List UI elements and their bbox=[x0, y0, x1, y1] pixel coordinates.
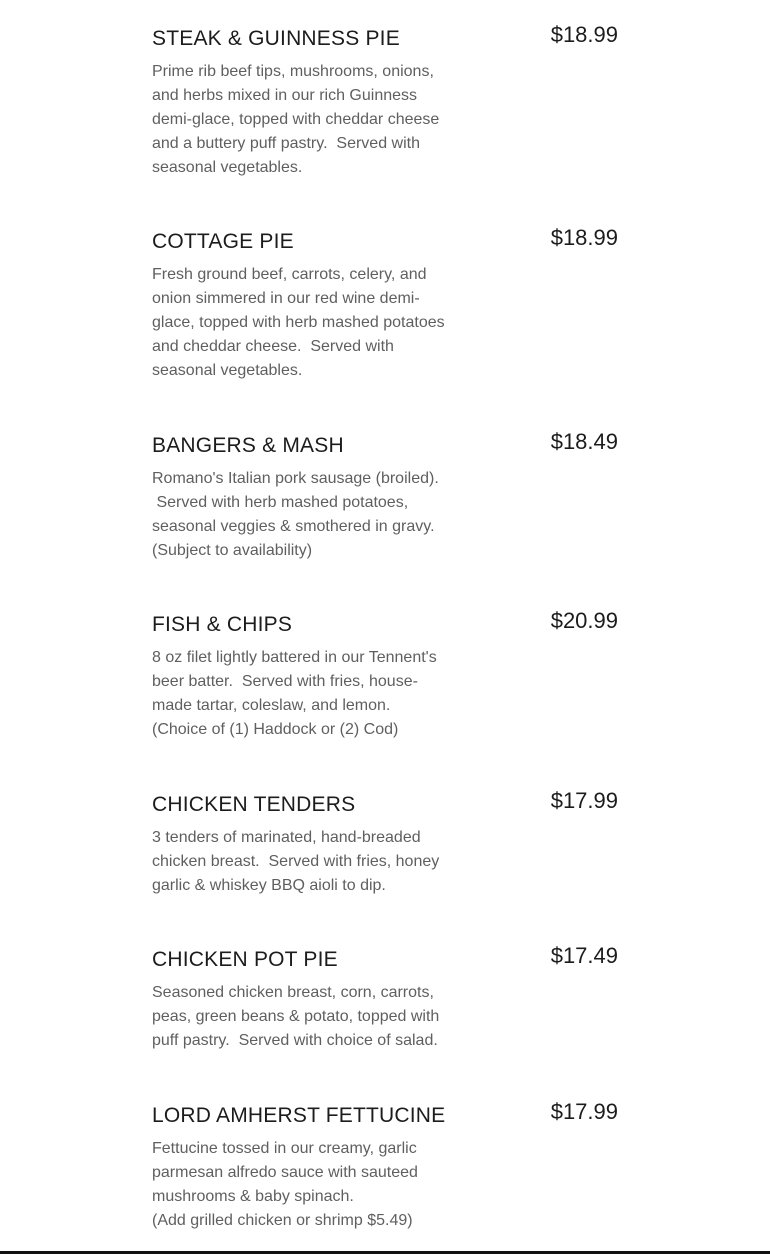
item-description bbox=[152, 60, 492, 180]
item-description bbox=[152, 646, 492, 742]
description-line: Romano's Italian pork sausage (broiled). bbox=[152, 470, 439, 487]
description-line: and cheddar cheese. Served with bbox=[152, 338, 394, 355]
item-name: COTTAGE PIE bbox=[152, 230, 294, 253]
item-description bbox=[152, 1137, 492, 1233]
description-line: and herbs mixed in our rich Guinness bbox=[152, 87, 418, 104]
item-name: CHICKEN POT PIE bbox=[152, 948, 338, 971]
description-line: peas, green beans & potato, topped with bbox=[152, 1008, 440, 1025]
description-line: glace, topped with herb mashed potatoes bbox=[152, 314, 445, 331]
item-description bbox=[152, 263, 492, 383]
item-price: $18.99 bbox=[550, 22, 618, 47]
description-line: seasonal vegetables. bbox=[152, 159, 303, 176]
description-line: chicken breast. Served with fries, honey bbox=[152, 853, 440, 870]
description-line: (Subject to availability) bbox=[152, 542, 313, 559]
item-price: $18.99 bbox=[550, 225, 618, 250]
item-description bbox=[152, 826, 492, 898]
item-name: CHICKEN TENDERS bbox=[152, 793, 356, 816]
description-line: made tartar, coleslaw, and lemon. bbox=[152, 697, 391, 714]
description-line: puff pastry. Served with choice of salad. bbox=[152, 1032, 438, 1049]
description-line: and a buttery puff pastry. Served with bbox=[152, 135, 420, 152]
description-line: garlic & whiskey BBQ aioli to dip. bbox=[152, 877, 386, 894]
description-line: seasonal veggies & smothered in gravy. bbox=[152, 518, 435, 535]
description-line: seasonal vegetables. bbox=[152, 362, 303, 379]
item-price: $17.49 bbox=[550, 943, 618, 968]
description-line: Fresh ground beef, carrots, celery, and bbox=[152, 266, 427, 283]
description-line: mushrooms & baby spinach. bbox=[152, 1188, 354, 1205]
description-line: (Add grilled chicken or shrimp $5.49) bbox=[152, 1212, 413, 1229]
item-name: LORD AMHERST FETTUCINE bbox=[152, 1104, 446, 1127]
item-description bbox=[152, 981, 492, 1053]
item-name: STEAK & GUINNESS PIE bbox=[152, 27, 400, 50]
description-line: Served with herb mashed potatoes, bbox=[152, 494, 409, 511]
description-line: beer batter. Served with fries, house- bbox=[152, 673, 418, 690]
description-line: 8 oz filet lightly battered in our Tennent's bbox=[152, 649, 437, 666]
description-line: parmesan alfredo sauce with sauteed bbox=[152, 1164, 418, 1181]
item-description bbox=[152, 467, 492, 563]
description-line: 3 tenders of marinated, hand-breaded bbox=[152, 829, 421, 846]
description-line: (Choice of (1) Haddock or (2) Cod) bbox=[152, 721, 399, 738]
item-price: $17.99 bbox=[550, 1099, 618, 1124]
item-price: $20.99 bbox=[550, 608, 618, 633]
item-price: $18.49 bbox=[550, 429, 618, 454]
description-line: onion simmered in our red wine demi- bbox=[152, 290, 420, 307]
item-price: $17.99 bbox=[550, 788, 618, 813]
description-line: Fettucine tossed in our creamy, garlic bbox=[152, 1140, 417, 1157]
description-line: Prime rib beef tips, mushrooms, onions, bbox=[152, 63, 434, 80]
item-name: FISH & CHIPS bbox=[152, 613, 293, 636]
description-line: Seasoned chicken breast, corn, carrots, bbox=[152, 984, 434, 1001]
description-line: demi-glace, topped with cheddar cheese bbox=[152, 111, 440, 128]
item-name: BANGERS & MASH bbox=[152, 434, 344, 457]
